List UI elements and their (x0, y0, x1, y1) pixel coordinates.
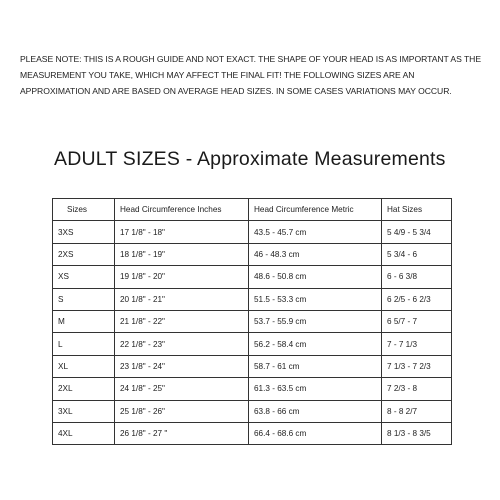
size-cell: 3XS (53, 221, 115, 243)
table-row (53, 288, 452, 310)
table-row (53, 422, 452, 444)
hat-size-cell: 7 2/3 - 8 (382, 378, 452, 400)
inches-cell: 19 1/8" - 20" (115, 266, 249, 288)
header-hat-sizes: Hat Sizes (382, 199, 452, 221)
inches-cell: 25 1/8" - 26" (115, 400, 249, 422)
inches-cell: 23 1/8" - 24" (115, 355, 249, 377)
size-cell: 2XL (53, 378, 115, 400)
inches-cell: 20 1/8" - 21" (115, 288, 249, 310)
size-cell: 2XS (53, 243, 115, 265)
table-row (53, 355, 452, 377)
metric-cell: 51.5 - 53.3 cm (249, 288, 382, 310)
hat-size-cell: 8 - 8 2/7 (382, 400, 452, 422)
metric-cell: 48.6 - 50.8 cm (249, 266, 382, 288)
metric-cell: 66.4 - 68.6 cm (249, 422, 382, 444)
table-row (53, 333, 452, 355)
hat-size-cell: 5 4/9 - 5 3/4 (382, 221, 452, 243)
inches-cell: 17 1/8" - 18" (115, 221, 249, 243)
table-row (53, 221, 452, 243)
hat-size-cell: 6 - 6 3/8 (382, 266, 452, 288)
inches-cell: 18 1/8" - 19" (115, 243, 249, 265)
metric-cell: 56.2 - 58.4 cm (249, 333, 382, 355)
table-row (53, 243, 452, 265)
header-metric: Head Circumference Metric (249, 199, 382, 221)
table-title: ADULT SIZES - Approximate Measurements (54, 148, 446, 170)
header-sizes: Sizes (53, 199, 115, 221)
hat-size-cell: 8 1/3 - 8 3/5 (382, 422, 452, 444)
metric-cell: 53.7 - 55.9 cm (249, 310, 382, 332)
header-row (53, 199, 452, 221)
hat-size-cell: 5 3/4 - 6 (382, 243, 452, 265)
size-cell: 4XL (53, 422, 115, 444)
size-cell: M (53, 310, 115, 332)
size-cell: S (53, 288, 115, 310)
size-cell: XS (53, 266, 115, 288)
hat-size-cell: 6 2/5 - 6 2/3 (382, 288, 452, 310)
inches-cell: 26 1/8" - 27 " (115, 422, 249, 444)
metric-cell: 46 - 48.3 cm (249, 243, 382, 265)
table-row (53, 400, 452, 422)
inches-cell: 24 1/8" - 25" (115, 378, 249, 400)
inches-cell: 21 1/8" - 22" (115, 310, 249, 332)
table-row (53, 378, 452, 400)
inches-cell: 22 1/8" - 23" (115, 333, 249, 355)
hat-size-cell: 6 5/7 - 7 (382, 310, 452, 332)
size-cell: L (53, 333, 115, 355)
header-inches: Head Circumference Inches (115, 199, 249, 221)
metric-cell: 63.8 - 66 cm (249, 400, 382, 422)
metric-cell: 43.5 - 45.7 cm (249, 221, 382, 243)
metric-cell: 58.7 - 61 cm (249, 355, 382, 377)
size-cell: 3XL (53, 400, 115, 422)
size-cell: XL (53, 355, 115, 377)
metric-cell: 61.3 - 63.5 cm (249, 378, 382, 400)
disclaimer-note: PLEASE NOTE: THIS IS A ROUGH GUIDE AND NOT EXACT. THE SHAPE OF YOUR HEAD IS AS IMPORTANT AS THE MEASUREMENT YOU TAKE, WHICH MAY AFFECT THE FINAL FIT! THE FOLLOWING SIZES ARE AN APPROXIMATION AND ARE BASED ON AVERAGE HEAD SIZES. IN SOME CASES VARIATIONS MAY OCCUR. (20, 54, 482, 96)
table-row (53, 266, 452, 288)
table-row (53, 310, 452, 332)
hat-size-cell: 7 1/3 - 7 2/3 (382, 355, 452, 377)
size-chart-table (52, 198, 452, 445)
hat-size-cell: 7 - 7 1/3 (382, 333, 452, 355)
